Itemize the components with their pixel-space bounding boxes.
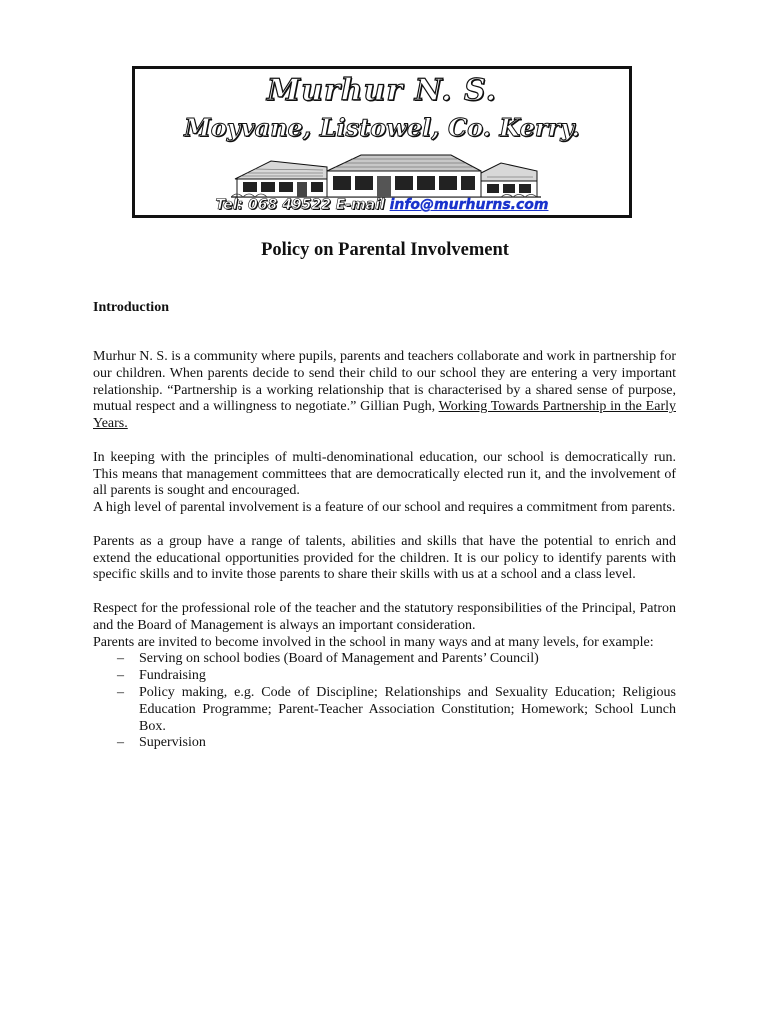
document-title: Policy on Parental Involvement	[261, 240, 509, 260]
email-link[interactable]: info@murhurns.com	[389, 197, 549, 213]
list-item	[93, 651, 676, 668]
list-item	[93, 685, 676, 735]
involvement-list	[93, 651, 676, 752]
school-name: Murhur N. S.	[266, 73, 498, 108]
list-bullet: –	[117, 684, 124, 700]
list-bullet: –	[117, 651, 124, 667]
list-item-text: Serving on school bodies (Board of Management and Parents’ Council)	[139, 651, 539, 667]
paragraph-5: Respect for the professional role of the teacher and the statutory responsibilities of the Principal, Patron and the Board of Management is always an important consideration.	[93, 600, 676, 633]
paragraph-3: A high level of parental involvement is a feature of our school and requires a commitment from parents.	[93, 500, 676, 516]
letterhead	[132, 66, 632, 218]
list-item-text: Fundraising	[139, 668, 206, 684]
phone-label: Tel: 068 49522 E-mail	[215, 197, 390, 213]
paragraph-4: Parents as a group have a range of talents, abilities and skills that have the potential to enrich and extend the educational opportunities provided for the children. It is our policy to identify parents with specific skills and to invite those parents to share their skills with us at a school and a class level.	[93, 533, 676, 583]
body-text	[93, 349, 676, 752]
paragraph-6: Parents are invited to become involved in the school in many ways and at many levels, for example:	[93, 634, 654, 650]
list-item-text: Supervision	[139, 735, 206, 751]
list-bullet: –	[117, 668, 124, 684]
school-address: Moyvane, Listowel, Co. Kerry.	[184, 113, 580, 142]
contact-line	[135, 197, 629, 213]
list-item	[93, 735, 676, 752]
paragraph-1-text: Murhur N. S. is a community where pupils, parents and teachers collaborate and work in partnership for our children. When parents decide to send their child to our school they are entering a very important relationship. “Partnership is a working relationship that is characterised by a shared sense of purpose, mutual respect and a willingness to negotiate.” Gillian Pugh,	[93, 349, 676, 415]
school-building-illustration	[231, 151, 541, 199]
section-heading-introduction: Introduction	[93, 300, 169, 315]
paragraph-1	[93, 349, 676, 433]
list-item	[93, 668, 676, 685]
paragraph-2: In keeping with the principles of multi-denominational education, our school is democratically run. This means that management committees that are democratically elected run it, and the involvement of all parents is sought and encouraged.	[93, 449, 676, 499]
citation-title: Working Towards Partnership in the Early Years.	[93, 399, 676, 432]
list-bullet: –	[117, 735, 124, 751]
list-item-text: Policy making, e.g. Code of Discipline; Relationships and Sexuality Education; Religious Education Programme; Parent-Teacher Association Constitution; Homework; School Lunch Box.	[139, 684, 676, 734]
